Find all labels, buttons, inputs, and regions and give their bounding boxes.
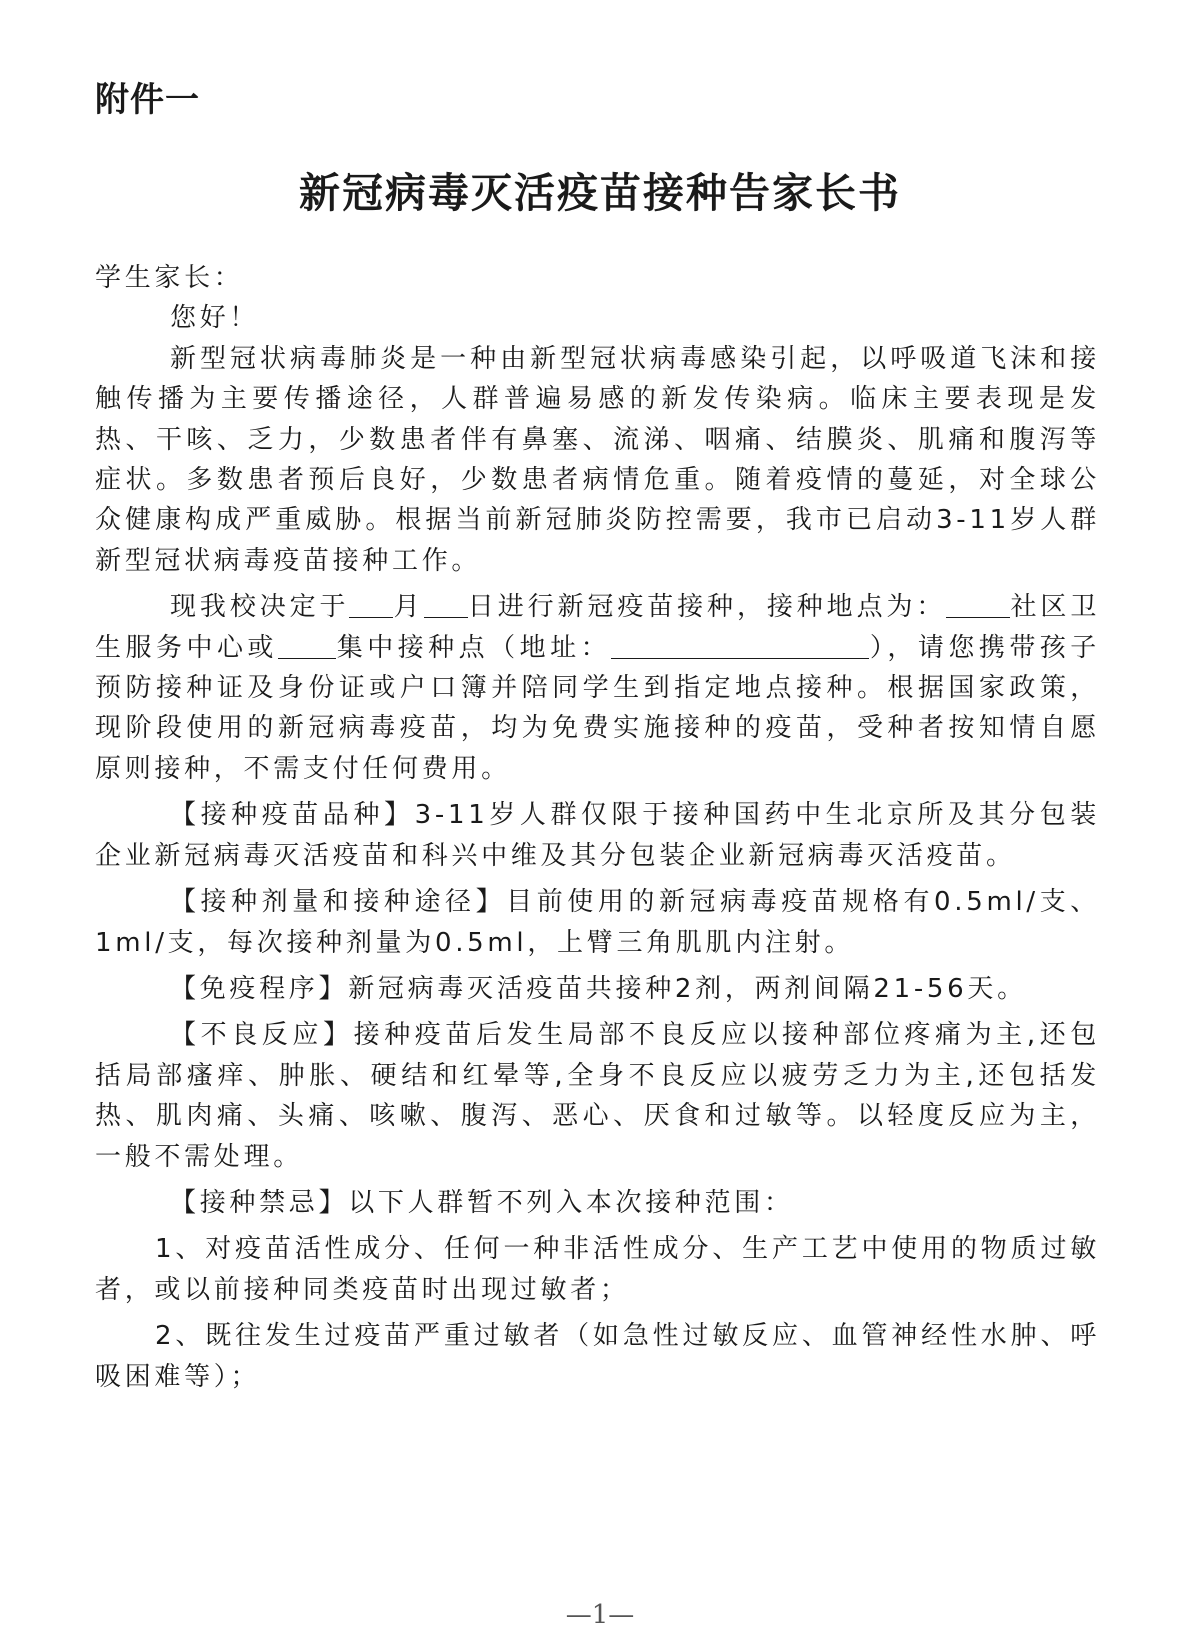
dosage-paragraph: 【接种剂量和接种途径】目前使用的新冠病毒疫苗规格有0.5ml/支、1ml/支，每次接种剂量为0.5ml，上臂三角肌肌内注射。 <box>95 887 1100 958</box>
schedule-paragraph: 【免疫程序】新冠病毒灭活疫苗共接种2剂，两剂间隔21-56天。 <box>170 973 1027 1004</box>
address-blank <box>611 632 869 659</box>
attachment-label: 附件一 <box>95 80 200 120</box>
arrangement-text-4: 社区卫生服务中心或 <box>95 592 1101 663</box>
month-blank <box>349 591 393 618</box>
salutation: 学生家长： <box>95 263 244 293</box>
arrangement-text-2: 月 <box>393 592 424 623</box>
contraindication-item: 1、对疫苗活性成分、任何一种非活性成分、生产工艺中使用的物质过敏者，或以前接种同类疫苗时出现过敏者； <box>95 1234 1100 1305</box>
document-title: 新冠病毒灭活疫苗接种告家长书 <box>299 169 901 217</box>
intro-paragraph: 新型冠状病毒肺炎是一种由新型冠状病毒感染引起，以呼吸道飞沫和接触传播为主要传播途径，人群普遍易感的新发传染病。临床主要表现是发热、干咳、乏力，少数患者伴有鼻塞、流涕、咽痛、结膜炎、肌痛和腹泻等症状。多数患者预后良好，少数患者病情危重。随着疫情的蔓延，对全球公众健康构成严重威胁。根据当前新冠肺炎防控需要，我市已启动3-11岁人群新型冠状病毒疫苗接种工作。 <box>95 343 1100 576</box>
arrangement-paragraph <box>95 587 1100 789</box>
arrangement-text-6: ），请您携带孩子预防接种证及身份证或户口簿并陪同学生到指定地点接种。根据国家政策，现阶段使用的新冠病毒疫苗，均为免费实施接种的疫苗，受种者按知情自愿原则接种，不需支付任何费用。 <box>95 632 1100 784</box>
day-blank <box>424 591 468 618</box>
adverse-reactions-paragraph: 【不良反应】接种疫苗后发生局部不良反应以接种部位疼痛为主,还包括局部瘙痒、肿胀、硬结和红晕等,全身不良反应以疲劳乏力为主,还包括发热、肌肉痛、头痛、咳嗽、腹泻、恶心、厌食和过敏等。以轻度反应为主，一般不需处理。 <box>95 1020 1100 1172</box>
contraindication-item: 2、既往发生过疫苗严重过敏者（如急性过敏反应、血管神经性水肿、呼吸困难等）； <box>95 1321 1100 1392</box>
arrangement-text-3: 日进行新冠疫苗接种，接种地点为： <box>467 592 947 623</box>
arrangement-text-5: 集中接种点（地址： <box>335 632 612 663</box>
arrangement-text-1: 现我校决定于 <box>170 592 350 623</box>
site-blank <box>278 632 336 659</box>
community-blank <box>946 591 1010 618</box>
greeting: 您好！ <box>170 303 260 334</box>
letter-body <box>95 258 1100 1397</box>
contraindications-intro: 【接种禁忌】以下人群暂不列入本次接种范围： <box>170 1187 794 1218</box>
page-number: —1— <box>565 1600 635 1630</box>
vaccine-type-paragraph: 【接种疫苗品种】3-11岁人群仅限于接种国药中生北京所及其分包装企业新冠病毒灭活疫苗和科兴中维及其分包装企业新冠病毒灭活疫苗。 <box>95 800 1100 871</box>
